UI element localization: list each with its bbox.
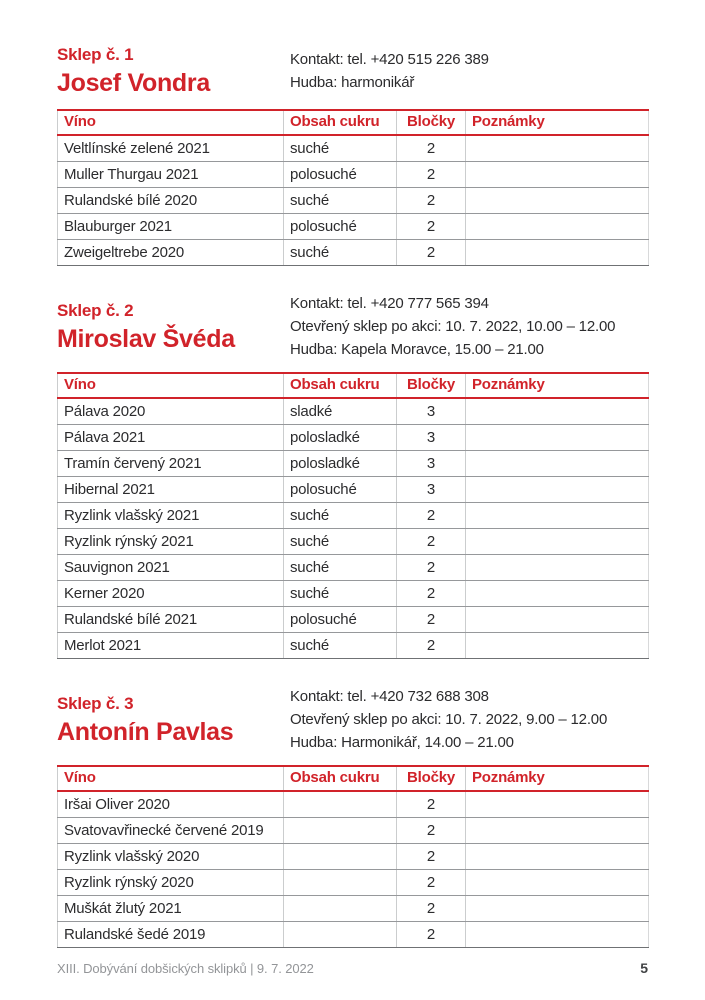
blocks-cell: 2 [397, 607, 466, 633]
sugar-content-cell: suché [284, 581, 397, 607]
sugar-content-cell: sladké [284, 398, 397, 425]
wine-name-cell: Ryzlink rýnský 2021 [58, 529, 284, 555]
notes-cell [466, 214, 649, 240]
wine-row [58, 791, 649, 818]
column-header-sugar: Obsah cukru [284, 110, 397, 135]
cellar-1-wine-table [57, 109, 649, 266]
blocks-cell: 2 [397, 503, 466, 529]
notes-cell [466, 818, 649, 844]
wine-name-cell: Blauburger 2021 [58, 214, 284, 240]
wine-row [58, 451, 649, 477]
cellar-3-title-block [57, 693, 290, 747]
notes-cell [466, 503, 649, 529]
footer-event-title: XIII. Dobývání dobšických sklipků | 9. 7. 2022 [57, 961, 314, 976]
wine-name-cell: Rulandské bílé 2020 [58, 188, 284, 214]
sugar-content-cell: suché [284, 555, 397, 581]
wine-name-cell: Ryzlink rýnský 2020 [58, 870, 284, 896]
blocks-cell: 3 [397, 398, 466, 425]
wine-row [58, 870, 649, 896]
notes-cell [466, 607, 649, 633]
blocks-cell: 2 [397, 240, 466, 266]
notes-cell [466, 844, 649, 870]
notes-cell [466, 135, 649, 162]
cellar-1-owner-name: Josef Vondra [57, 69, 210, 97]
wine-row [58, 922, 649, 948]
blocks-cell: 3 [397, 477, 466, 503]
cellar-3-contact-block [290, 685, 648, 754]
sugar-content-cell: polosladké [284, 451, 397, 477]
blocks-cell: 2 [397, 818, 466, 844]
page-content [0, 44, 705, 948]
blocks-cell: 2 [397, 791, 466, 818]
wine-name-cell: Svatovavřinecké červené 2019 [58, 818, 284, 844]
wine-row [58, 818, 649, 844]
wine-name-cell: Rulandské šedé 2019 [58, 922, 284, 948]
blocks-cell: 2 [397, 844, 466, 870]
sugar-content-cell [284, 922, 397, 948]
blocks-cell: 2 [397, 214, 466, 240]
wine-name-cell: Ryzlink vlašský 2021 [58, 503, 284, 529]
notes-cell [466, 581, 649, 607]
cellar-1-header [57, 44, 648, 98]
cellar-1-title-block [57, 44, 290, 98]
contact-line: Hudba: Kapela Moravce, 15.00 – 21.00 [290, 341, 544, 358]
wine-name-cell: Kerner 2020 [58, 581, 284, 607]
sugar-content-cell: suché [284, 633, 397, 659]
sugar-content-cell: polosuché [284, 607, 397, 633]
sugar-content-cell [284, 818, 397, 844]
notes-cell [466, 425, 649, 451]
blocks-cell: 2 [397, 896, 466, 922]
page-footer [57, 960, 648, 976]
sugar-content-cell: polosuché [284, 477, 397, 503]
notes-cell [466, 477, 649, 503]
wine-row [58, 477, 649, 503]
sugar-content-cell: polosuché [284, 162, 397, 188]
sugar-content-cell: polosladké [284, 425, 397, 451]
notes-cell [466, 451, 649, 477]
sugar-content-cell [284, 791, 397, 818]
cellar-1-number: Sklep č. 1 [57, 45, 134, 64]
wine-row [58, 135, 649, 162]
cellar-section-2 [57, 292, 648, 659]
wine-name-cell: Pálava 2021 [58, 425, 284, 451]
cellar-section-3 [57, 685, 648, 948]
sugar-content-cell: suché [284, 503, 397, 529]
column-header-wine: Víno [58, 110, 284, 135]
wine-name-cell: Muller Thurgau 2021 [58, 162, 284, 188]
wine-row [58, 240, 649, 266]
column-header-notes: Poznámky [466, 110, 649, 135]
cellar-2-owner-name: Miroslav Švéda [57, 324, 235, 353]
blocks-cell: 2 [397, 162, 466, 188]
wine-row [58, 896, 649, 922]
contact-line: Kontakt: tel. +420 515 226 389 [290, 51, 489, 68]
sugar-content-cell: suché [284, 135, 397, 162]
column-header-notes: Poznámky [466, 766, 649, 791]
column-header-wine: Víno [58, 373, 284, 398]
column-header-blocks: Bločky [397, 110, 466, 135]
column-header-sugar: Obsah cukru [284, 766, 397, 791]
wine-name-cell: Tramín červený 2021 [58, 451, 284, 477]
wine-row [58, 398, 649, 425]
notes-cell [466, 791, 649, 818]
wine-row [58, 529, 649, 555]
wine-row [58, 162, 649, 188]
sugar-content-cell [284, 844, 397, 870]
sugar-content-cell: suché [284, 240, 397, 266]
column-header-blocks: Bločky [397, 766, 466, 791]
notes-cell [466, 555, 649, 581]
blocks-cell: 2 [397, 135, 466, 162]
sugar-content-cell: suché [284, 188, 397, 214]
blocks-cell: 2 [397, 529, 466, 555]
wine-row [58, 555, 649, 581]
cellar-2-number: Sklep č. 2 [57, 300, 134, 320]
wine-row [58, 188, 649, 214]
wine-name-cell: Hibernal 2021 [58, 477, 284, 503]
cellar-1-contact-block [290, 48, 648, 94]
contact-line: Hudba: Harmonikář, 14.00 – 21.00 [290, 734, 514, 751]
wine-name-cell: Iršai Oliver 2020 [58, 791, 284, 818]
sugar-content-cell [284, 870, 397, 896]
wine-name-cell: Muškát žlutý 2021 [58, 896, 284, 922]
sugar-content-cell: suché [284, 529, 397, 555]
column-header-blocks: Bločky [397, 373, 466, 398]
table-header-row [58, 766, 649, 791]
sugar-content-cell [284, 896, 397, 922]
contact-line: Kontakt: tel. +420 777 565 394 [290, 295, 489, 312]
footer-page-number: 5 [640, 960, 648, 976]
wine-name-cell: Sauvignon 2021 [58, 555, 284, 581]
cellar-2-header [57, 292, 648, 361]
blocks-cell: 3 [397, 451, 466, 477]
contact-line: Otevřený sklep po akci: 10. 7. 2022, 9.00 – 12.00 [290, 711, 608, 728]
wine-name-cell: Rulandské bílé 2021 [58, 607, 284, 633]
notes-cell [466, 896, 649, 922]
notes-cell [466, 398, 649, 425]
wine-name-cell: Merlot 2021 [58, 633, 284, 659]
notes-cell [466, 188, 649, 214]
notes-cell [466, 633, 649, 659]
cellar-3-wine-table [57, 765, 649, 948]
notes-cell [466, 529, 649, 555]
cellar-2-title-block [57, 300, 290, 354]
wine-row [58, 844, 649, 870]
blocks-cell: 2 [397, 870, 466, 896]
notes-cell [466, 240, 649, 266]
wine-row [58, 214, 649, 240]
wine-row [58, 503, 649, 529]
wine-row [58, 633, 649, 659]
cellar-section-1 [57, 44, 648, 266]
wine-name-cell: Zweigeltrebe 2020 [58, 240, 284, 266]
contact-line: Kontakt: tel. +420 732 688 308 [290, 688, 489, 705]
cellar-3-header [57, 685, 648, 754]
blocks-cell: 2 [397, 555, 466, 581]
column-header-wine: Víno [58, 766, 284, 791]
notes-cell [466, 870, 649, 896]
blocks-cell: 2 [397, 581, 466, 607]
wine-row [58, 607, 649, 633]
table-header-row [58, 373, 649, 398]
sugar-content-cell: polosuché [284, 214, 397, 240]
wine-row [58, 581, 649, 607]
wine-row [58, 425, 649, 451]
blocks-cell: 2 [397, 633, 466, 659]
column-header-sugar: Obsah cukru [284, 373, 397, 398]
blocks-cell: 2 [397, 922, 466, 948]
blocks-cell: 3 [397, 425, 466, 451]
wine-name-cell: Ryzlink vlašský 2020 [58, 844, 284, 870]
wine-name-cell: Pálava 2020 [58, 398, 284, 425]
contact-line: Otevřený sklep po akci: 10. 7. 2022, 10.00 – 12.00 [290, 318, 616, 335]
notes-cell [466, 162, 649, 188]
contact-line: Hudba: harmonikář [290, 74, 415, 91]
blocks-cell: 2 [397, 188, 466, 214]
cellar-3-number: Sklep č. 3 [57, 693, 134, 713]
notes-cell [466, 922, 649, 948]
column-header-notes: Poznámky [466, 373, 649, 398]
cellar-2-wine-table [57, 372, 649, 659]
cellar-2-contact-block [290, 292, 648, 361]
table-header-row [58, 110, 649, 135]
wine-name-cell: Veltlínské zelené 2021 [58, 135, 284, 162]
cellar-3-owner-name: Antonín Pavlas [57, 717, 234, 746]
